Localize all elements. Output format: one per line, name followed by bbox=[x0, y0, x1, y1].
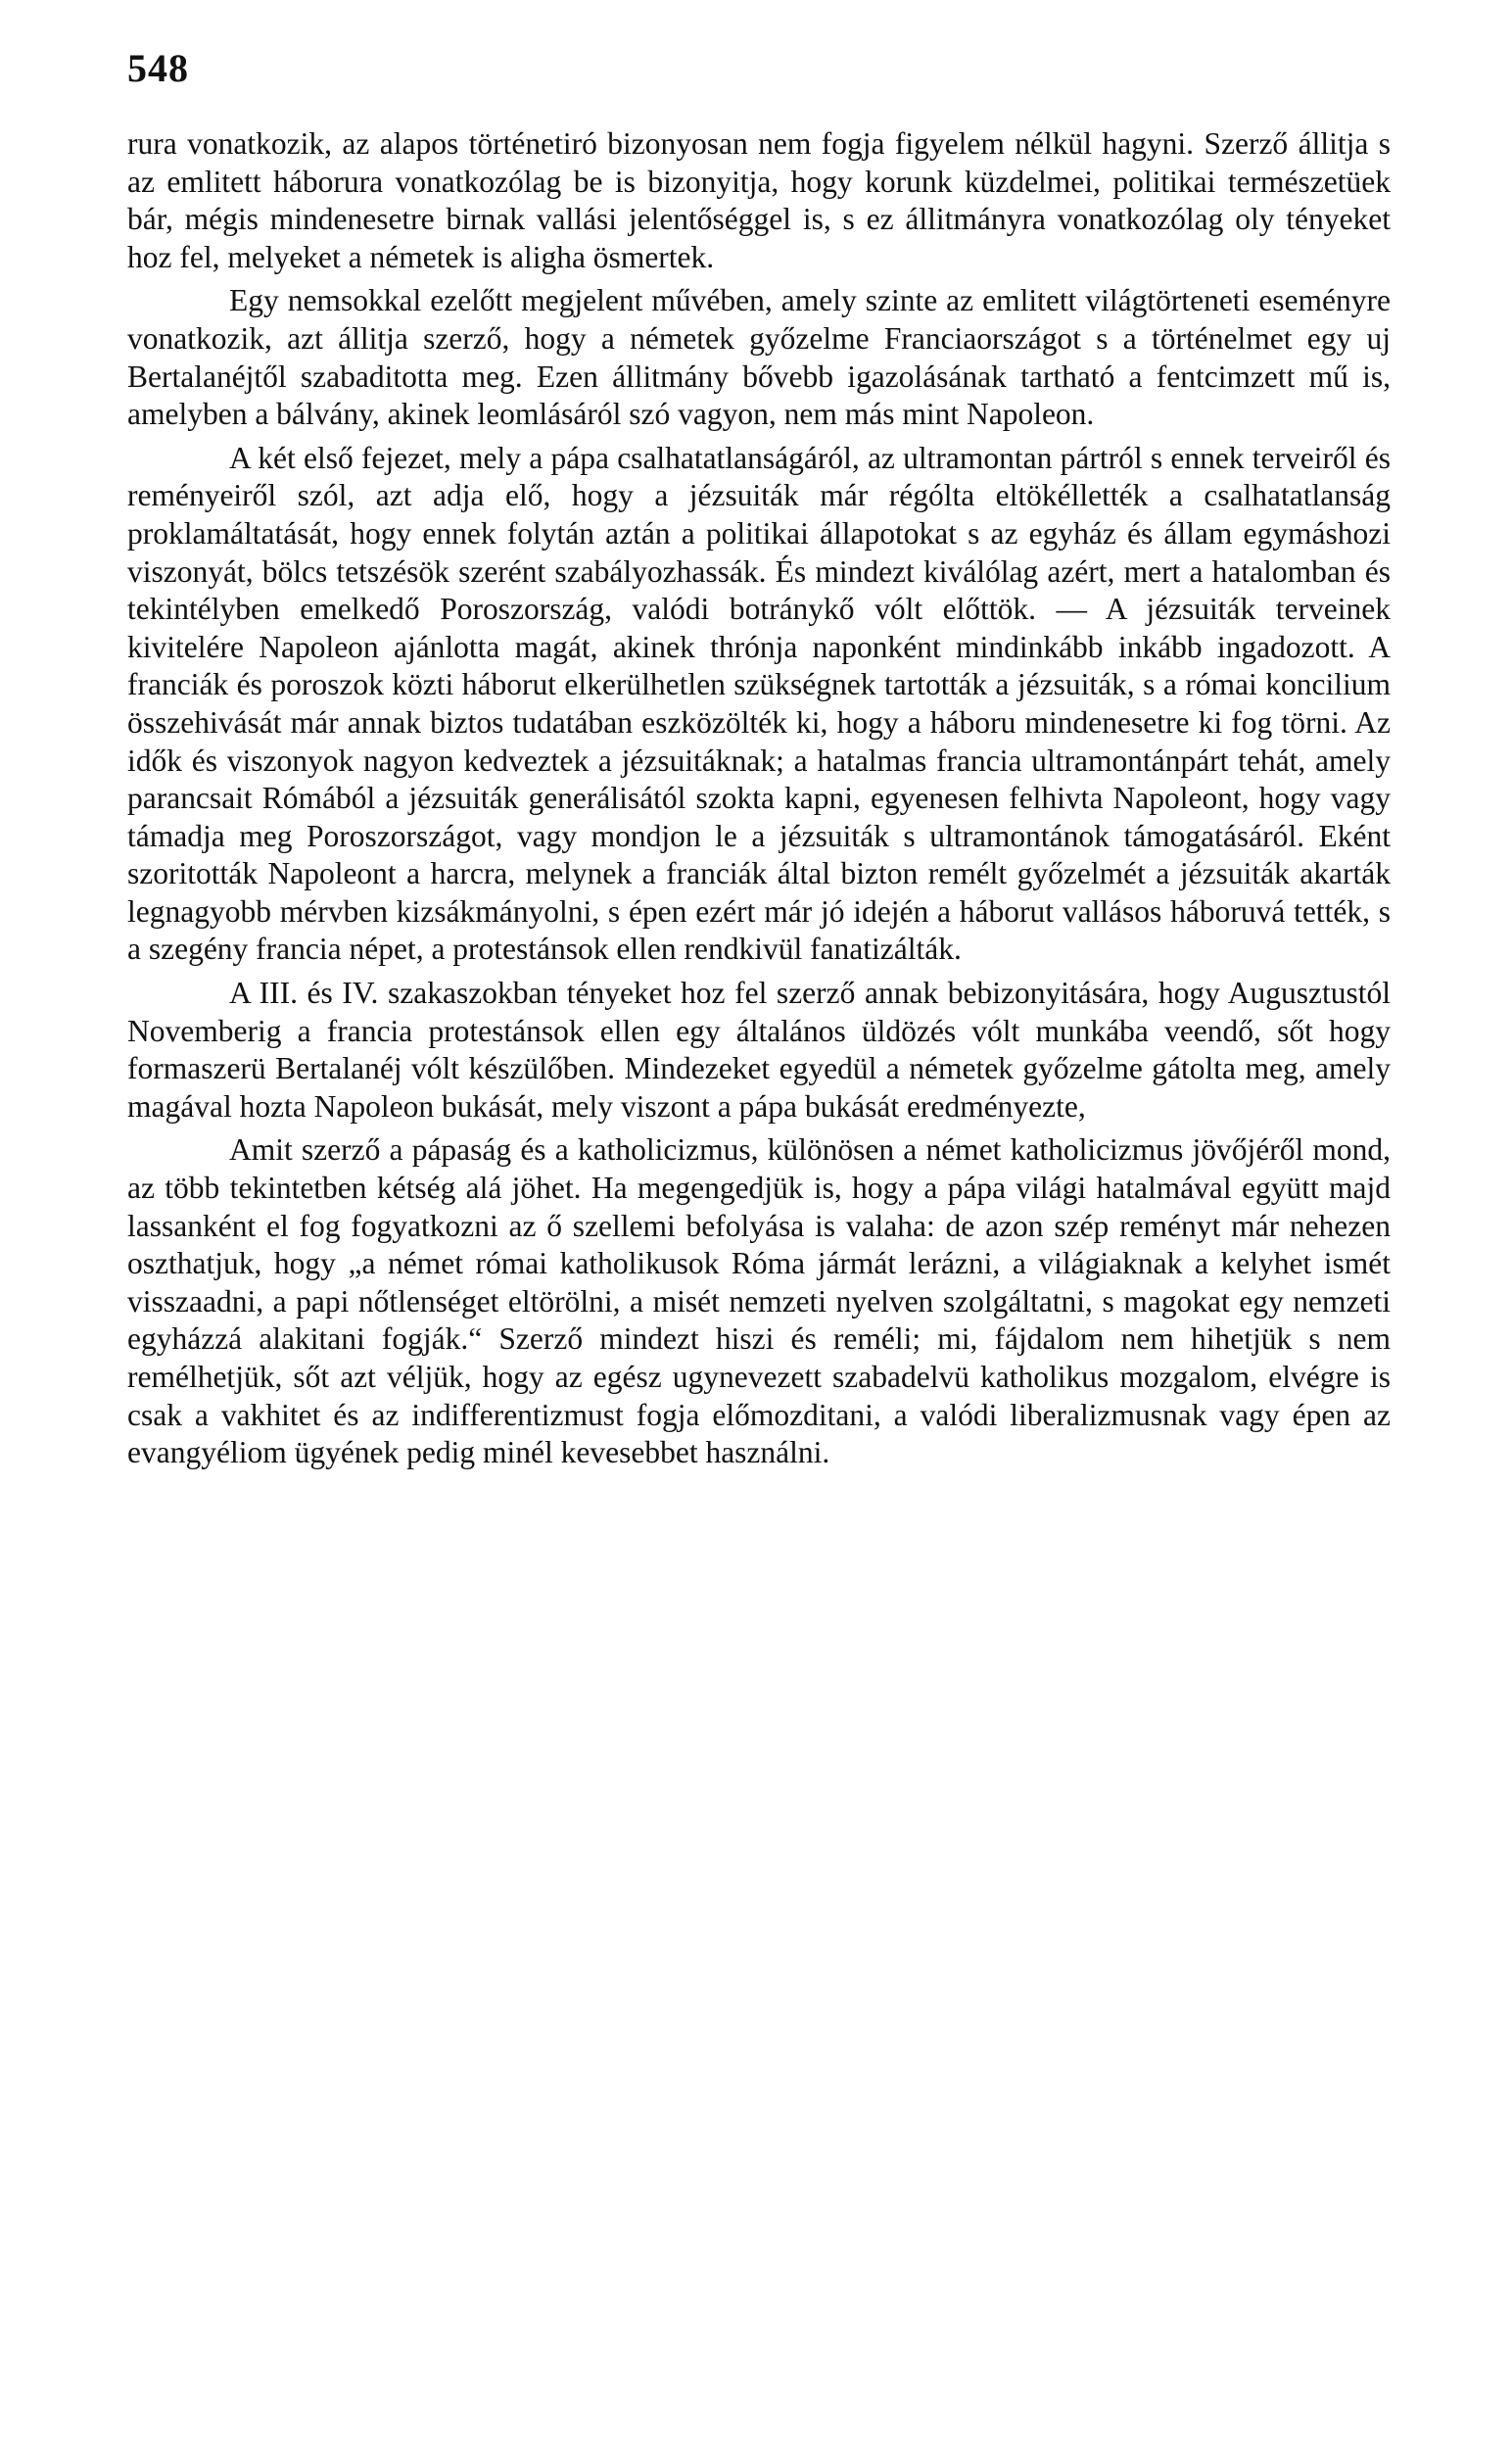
page-number: 548 bbox=[127, 46, 189, 90]
body-text bbox=[127, 125, 1391, 1478]
paragraph-1: rura vonatkozik, az alapos történetiró bizonyosan nem fogja figyelem nélkül hagyni. Szerző állitja s az emlitett háborura vonatkozólag be is bizonyitja, hogy korunk küzdelmei, politikai természetüek bár, mégis mindenesetre birnak vallási jelentőséggel is, s ez állitmányra vonatkozólag oly tényeket hoz fel, melyeket a németek is aligha ösmertek. bbox=[127, 126, 1391, 274]
paragraph-4: A III. és IV. szakaszokban tényeket hoz fel szerző annak bebizonyitására, hogy Augusztustól Novemberig a francia protestánsok ellen egy általános üldözés vólt munkába veendő, sőt hogy formaszerü Bertalanéj vólt készülőben. Mindezeket egyedül a németek győzelme gátolta meg, amely magával hozta Napoleon bukását, mely viszont a pápa bukását eredményezte, bbox=[127, 976, 1391, 1124]
paragraph-2: Egy nemsokkal ezelőtt megjelent művében, amely szinte az emlitett világtörteneti eseményre vonatkozik, azt állitja szerző, hogy a németek győzelme Franciaországot s a történelmet egy uj Bertalanéjtől szabaditotta meg. Ezen állitmány bővebb igazolásának tartható a fentcimzett mű is, amelyben a bálvány, akinek leomlásáról szó vagyon, nem más mint Napoleon. bbox=[127, 283, 1391, 432]
paragraph-5: Amit szerző a pápaság és a katholicizmus, különösen a német katholicizmus jövőjéről mond, az több tekintetben kétség alá jöhet. Ha megengedjük is, hogy a pápa világi hatalmával együtt majd lassanként el fog fogyatkozni az ő szellemi befolyása is valaha: de azon szép reményt már nehezen oszthatjuk, hogy „a német római katholikusok Róma jármát lerázni, a világiaknak a kelyhet ismét visszaadni, a papi nőtlenséget eltörölni, a misét nemzeti nyelven szolgáltatni, s magokat egy nemzeti egyházzá alakitani fogják.“ Szerző mindezt hiszi és reméli; mi, fájdalom nem hihetjük s nem remélhetjük, sőt azt véljük, hogy az egész ugynevezett szabadelvü katholikus mozgalom, elvégre is csak a vakhitet és az indifferentizmust fogja előmozditani, a valódi liberalizmusnak vagy épen az evangyéliom ügyének pedig minél kevesebbet használni. bbox=[127, 1132, 1391, 1470]
paragraph-3: A két első fejezet, mely a pápa csalhatatlanságáról, az ultramontan pártról s ennek terveiről és reményeiről szól, azt adja elő, hogy a jézsuiták már régólta eltökéllették a csalhatatlanság proklamáltatását, hogy ennek folytán aztán a politikai állapotokat s az egyház és állam egymáshozi viszonyát, bölcs tetszésök szerént szabályozhassák. És mindezt kiválólag azért, mert a hatalomban és tekintélyben emelkedő Poroszország, valódi botránykő vólt előttök. — A jézsuiták terveinek kivitelére Napoleon ajánlotta magát, akinek thrónja naponként mindinkább inkább ingadozott. A franciák és poroszok közti háborut elkerülhetlen szükségnek tartották a jézsuiták, s a római koncilium összehivását már annak biztos tudatában eszközölték ki, hogy a háboru mindenesetre ki fog törni. Az idők és viszonyok nagyon kedveztek a jézsuitáknak; a hatalmas francia ultramontánpárt tehát, amely parancsait Rómából a jézsuiták generálisától szokta kapni, egyenesen felhivta Napoleont, hogy vagy támadja meg Poroszországot, vagy mondjon le a jézsuiták s ultramontánok támogatásáról. Eként szoritották Napoleont a harcra, melynek a franciák által bizton remélt győzelmét a jézsuiták akarták legnagyobb mérvben kizsákmányolni, s épen ezért már jó idején a háborut vallásos háboruvá tették, s a szegény francia népet, a protestánsok ellen rendkivül fanatizálták. bbox=[127, 440, 1391, 967]
